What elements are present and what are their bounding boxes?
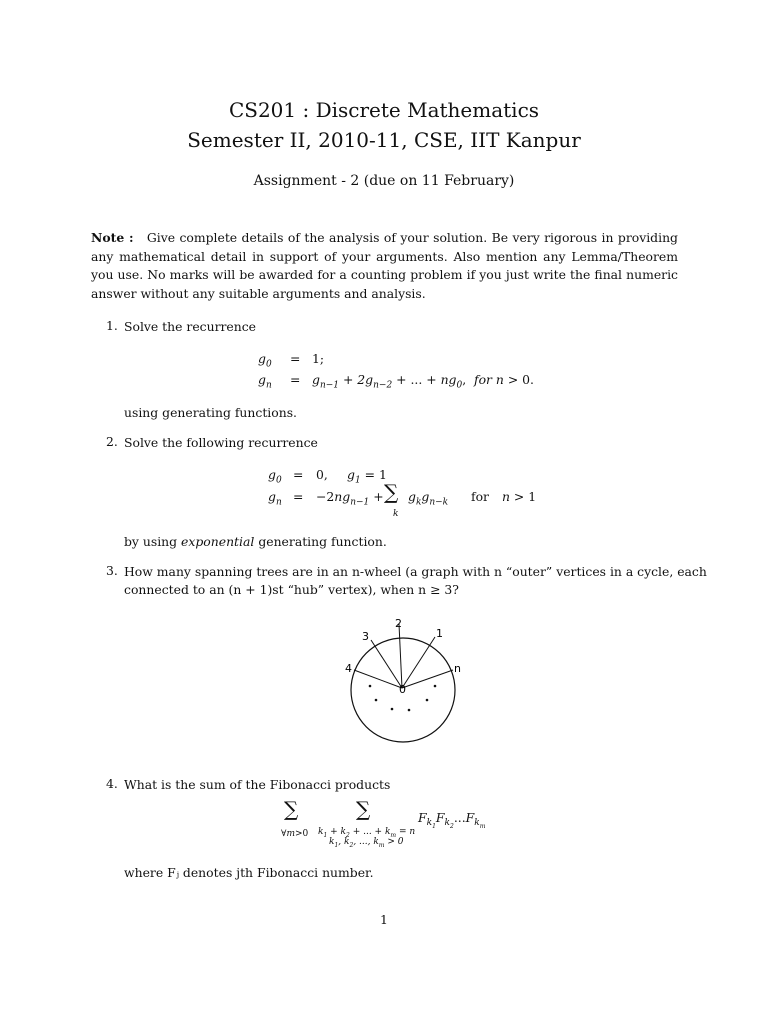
q2-intro: Solve the following recurrence [124,435,318,450]
course-title: CS201 : Discrete Mathematics [228,98,540,122]
q4-intro: What is the sum of the Fibonacci products [124,777,391,792]
semester-title: Semester II, 2010-11, CSE, IIT Kanpur [187,128,581,152]
q4-number: 4. [106,776,118,791]
q2-number: 2. [106,434,118,449]
q2-after [124,533,387,551]
wheel-label-2: 2 [395,617,402,630]
q1-intro: Solve the recurrence [124,319,257,334]
wheel-graph-figure [340,612,470,752]
q2-after-suffix: generating function. [258,534,387,549]
wheel-spoke-4 [354,670,402,688]
q2-after-emph: exponential [181,534,255,549]
wheel-label-1: 1 [436,627,443,640]
note-paragraph [91,229,678,303]
q3-number: 3. [106,563,118,578]
note-label: Note : [91,230,134,245]
q1-number: 1. [106,318,118,333]
note-text: Give complete details of the analysis of your solution. Be very rigorous in providing any mathematical detail in support of your arguments. Also mention any Lemma/Theorem you use. No marks will be awarded for a counting problem if you just write the final numeric answer without any suitable arguments and analysis. [91,230,678,301]
q3-line1: How many spanning trees are in an n-wheel (a graph with n “outer” vertices in a cycle, each [124,564,707,579]
wheel-spoke-1 [402,637,435,688]
wheel-label-3: 3 [362,630,369,643]
q2-after-prefix: by using [124,534,178,549]
wheel-spoke-2 [399,624,402,688]
assignment-subtitle: Assignment - 2 (due on 11 February) [253,173,515,189]
wheel-label-hub: 0 [399,683,406,696]
q4-after: where Fⱼ denotes jth Fibonacci number. [124,865,374,880]
q3-line2: connected to an (n + 1)st “hub” vertex), when n ≥ 3? [124,582,459,597]
wheel-label-4: 4 [345,662,352,675]
page-number: 1 [380,912,388,927]
wheel-spoke-3 [371,640,402,688]
wheel-label-n: n [454,662,461,675]
document-page: CS201 : Discrete Mathematics Semester II, 2010-11, CSE, IIT Kanpur Assignment - 2 (due on 11 February) Note : Give complete details of the analysis of your solution. Be very rigorous in providing any mathematical detail in support of your arguments. Also mention any Lemma/Theorem you use. No marks will be awarded for a counting problem if you just write the final numeric answer without any suitable arguments and analysis. 1. Solve the recurrence $g_0$ = 1; $g_n$ = $g_{n-1} + 2g_{n-2}$ + ... + $ng_0$, for n > 0. using generating functions. 2. Solve the following recurrence $g_0$ = 0, $g_1 = 1$ $g_n$ = $-2ng_{n-1}$ + ∑ k $g_kg_{n-k}$ for n > 1 by using exponential generating function. 3. How many spanning trees are in an n-wheel (a graph with n “outer” vertices in a cycle, each connected to an (n + 1)st “hub” vertex), when n ≥ 3? 2 3 1 4 n 0 4. What is the sum of the Fibonacci products ∑ ∀m>0 ∑ $k_1 + k_2$ + ... + $k_m = n$ $k_1$, $k_2$, ..., $k_m > 0$ $F_{k_1}F_{k_2}...F_{k_m}$ where Fⱼ denotes jth Fibonacci number. 1 [0,0,768,1024]
q1-after: using generating functions. [124,405,297,420]
wheel-spoke-n [402,670,453,688]
